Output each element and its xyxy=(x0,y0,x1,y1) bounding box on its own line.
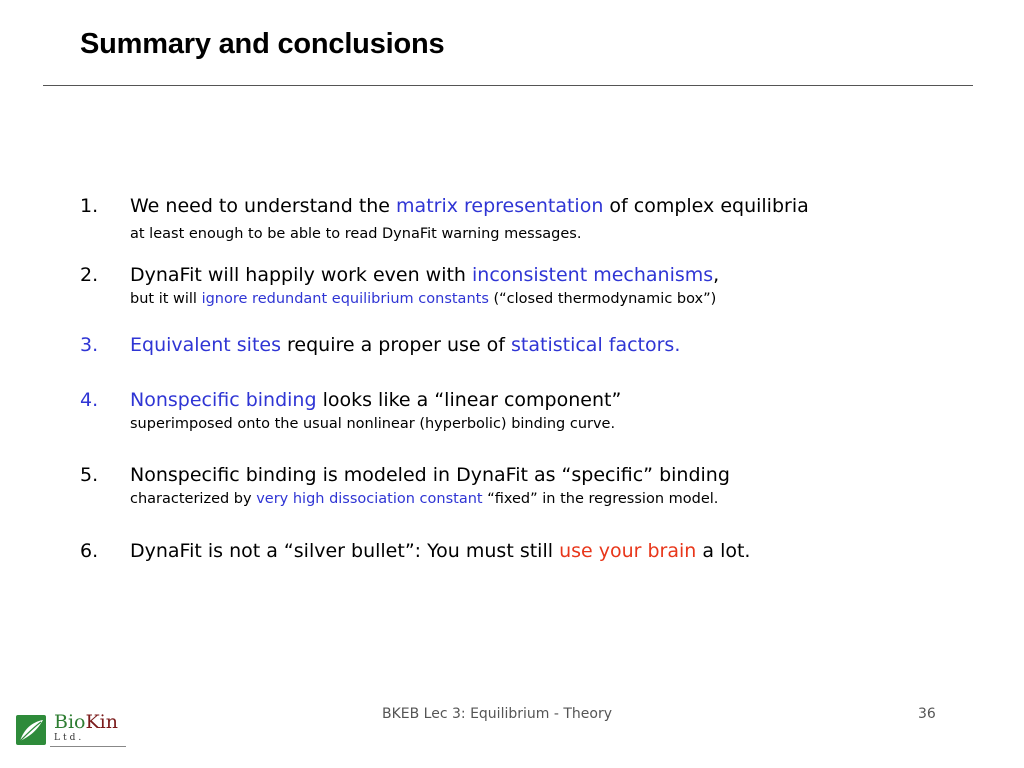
item-subtext-text: but it will xyxy=(130,291,202,307)
conclusions-list xyxy=(80,191,980,566)
item-text: We need to understand the xyxy=(130,195,397,217)
list-item xyxy=(80,536,980,566)
item-main-text xyxy=(130,460,980,490)
logo-wordmark xyxy=(54,712,118,732)
item-text: of complex equilibria xyxy=(603,195,809,217)
item-main-text xyxy=(130,330,980,360)
item-subtext-text: characterized by xyxy=(130,491,257,507)
highlight-text: matrix representation xyxy=(396,195,604,217)
highlight-text: statistical factors. xyxy=(511,334,681,356)
biokin-logo xyxy=(16,712,128,748)
item-text: looks like a “linear component” xyxy=(316,389,622,411)
item-main-text xyxy=(130,536,980,566)
item-text: Nonspecific binding is modeled in DynaFit as “specific” binding xyxy=(130,464,730,486)
item-subtext xyxy=(130,415,980,433)
emphasis-text: use your brain xyxy=(559,540,697,562)
item-number: 3. xyxy=(80,334,99,356)
item-text: DynaFit will happily work even with xyxy=(130,264,473,286)
item-subtext xyxy=(130,225,980,243)
item-subtext-text: (“closed thermodynamic box”) xyxy=(488,291,717,307)
slide-title: Summary and conclusions xyxy=(80,28,445,60)
item-subtext-text: “fixed” in the regression model. xyxy=(482,491,719,507)
item-subtext xyxy=(130,290,980,308)
leaf-logo-icon xyxy=(16,715,46,745)
item-subtext-text: at least enough to be able to read DynaFit warning messages. xyxy=(130,226,582,242)
item-number: 1. xyxy=(80,195,99,217)
item-text: require a proper use of xyxy=(281,334,512,356)
list-item xyxy=(80,385,980,433)
list-item xyxy=(80,330,980,360)
list-item xyxy=(80,260,980,312)
highlight-text: ignore redundant equilibrium constants xyxy=(201,291,489,307)
item-main-text xyxy=(130,191,980,221)
item-main-text xyxy=(130,385,980,415)
logo-subtitle: Ltd. xyxy=(54,733,85,743)
item-number: 4. xyxy=(80,389,99,411)
list-item xyxy=(80,191,980,247)
item-text: , xyxy=(713,264,720,286)
item-text: a lot. xyxy=(696,540,751,562)
item-text: DynaFit is not a “silver bullet”: You must still xyxy=(130,540,560,562)
highlight-text: very high dissociation constant xyxy=(256,491,483,507)
logo-kin-text: Kin xyxy=(85,711,118,733)
logo-underline xyxy=(50,746,126,747)
slide-number: 36 xyxy=(918,706,936,722)
footer-title: BKEB Lec 3: Equilibrium - Theory xyxy=(382,706,612,722)
item-main-text xyxy=(130,260,980,290)
item-number: 2. xyxy=(80,264,99,286)
title-divider xyxy=(43,85,973,86)
list-item xyxy=(80,460,980,508)
logo-bio-text: Bio xyxy=(54,711,86,733)
highlight-text: Equivalent sites xyxy=(130,334,281,356)
item-subtext-text: superimposed onto the usual nonlinear (hyperbolic) binding curve. xyxy=(130,416,616,432)
item-number: 6. xyxy=(80,540,99,562)
item-subtext xyxy=(130,490,980,508)
item-number: 5. xyxy=(80,464,99,486)
highlight-text: inconsistent mechanisms xyxy=(472,264,714,286)
highlight-text: Nonspecific binding xyxy=(130,389,317,411)
